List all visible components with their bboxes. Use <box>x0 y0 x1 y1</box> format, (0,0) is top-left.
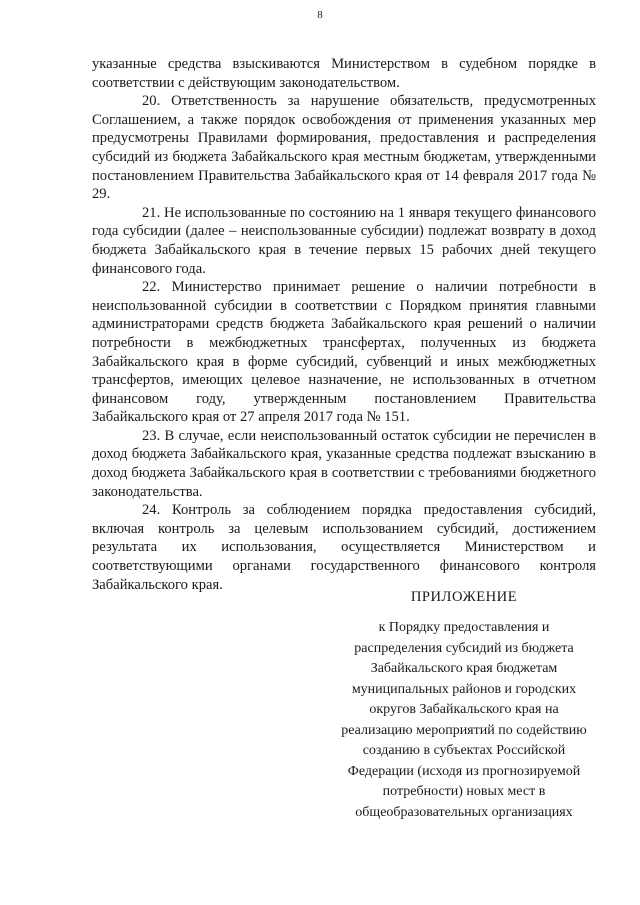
appendix-line: общеобразовательных организациях <box>355 804 573 820</box>
paragraph-22: 22. Министерство принимает решение о наличии потребности в неиспользованной субсидии в соответствии с Порядком принятия главными администраторами средств бюджета Забайкальского края решений о наличии потребности в межбюджетных трансфертах, полученных из бюджета Забайкальского края в форме субсидий, субвенций и иных межбюджетных трансфертов, имеющих целевое назначение, не использованных в отчетном финансовом году, утвержденным постановлением Правительства Забайкальского края от 27 апреля 2017 года № 151. <box>92 279 596 426</box>
appendix-line: реализацию мероприятий по содействию <box>341 722 587 738</box>
paragraph-continuation: указанные средства взыскиваются Министерством в судебном порядке в соответствии с действующим законодательством. <box>92 56 596 91</box>
appendix-line: Забайкальского края бюджетам <box>370 661 558 676</box>
appendix-line: созданию в субъектах Российской <box>362 743 566 758</box>
appendix-line: округов Забайкальского края на <box>369 702 559 717</box>
appendix-line: Федерации (исходя из прогнозируемой <box>347 763 581 779</box>
appendix-line: муниципальных районов и городских <box>351 681 577 697</box>
appendix-line: к Порядку предоставления и <box>378 620 550 635</box>
appendix-caption <box>330 618 598 823</box>
appendix-line: потребности) новых мест в <box>382 784 546 799</box>
paragraph-24: 24. Контроль за соблюдением порядка предоставления субсидий, включая контроль за целевым использованием субсидий, достижением результата их использования, осуществляется Министерством и соответствующими органами государственного финансового контроля Забайкальского края. <box>92 502 596 593</box>
appendix-line: распределения субсидий из бюджета <box>354 640 574 656</box>
paragraph-21: 21. Не использованные по состоянию на 1 января текущего финансового года субсидии (далее – неиспользованные субсидии) подлежат возврату в доход бюджета Забайкальского края в течение первых 15 рабочих дней текущего финансового года. <box>92 204 596 277</box>
appendix-title: ПРИЛОЖЕНИЕ <box>410 589 518 605</box>
paragraph-20: 20. Ответственность за нарушение обязательств, предусмотренных Соглашением, а также порядок освобождения от применения указанных мер предусмотрены Правилами формирования, предоставления и распределения субсидий из бюджета Забайкальского края местным бюджетам, утвержденными постановлением Правительства Забайкальского края от 14 февраля 2017 года № 29. <box>92 93 596 203</box>
page-number: 8 <box>317 9 323 21</box>
document-body <box>92 55 596 594</box>
paragraph-23: 23. В случае, если неиспользованный остаток субсидии не перечислен в доход бюджета Забайкальского края, указанные средства подлежат взысканию в доход бюджета Забайкальского края в соответствии с требованиями бюджетного законодательства. <box>92 427 596 500</box>
